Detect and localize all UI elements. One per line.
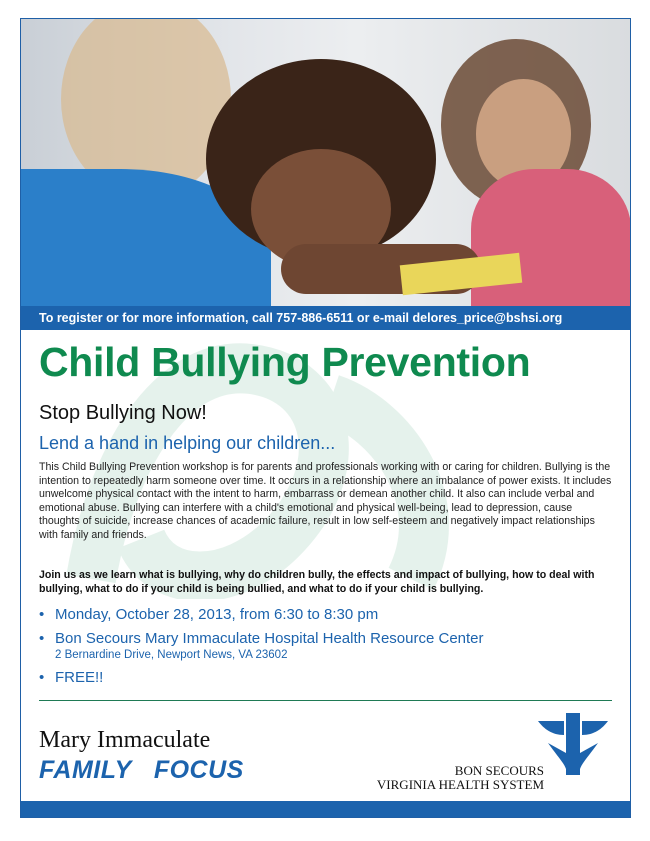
event-price: FREE!!: [55, 669, 104, 686]
children-classroom-photo: [21, 19, 630, 306]
join-paragraph: Join us as we learn what is bullying, why do children bully, the effects and impact of bullying, how to deal with bullying, what to do if your child is being bullied, and what to do if your child is bullying.: [39, 569, 595, 595]
event-location: Bon Secours Mary Immaculate Hospital Health Resource Center: [55, 630, 484, 647]
page-title: Child Bullying Prevention: [39, 339, 531, 385]
page-subtitle: Stop Bullying Now!: [39, 402, 207, 424]
event-address: 2 Bernardine Drive, Newport News, VA 23602: [55, 649, 288, 661]
program-word-1: FAMILY: [39, 756, 132, 784]
event-details-list: [39, 606, 619, 693]
org-subname: VIRGINIA HEALTH SYSTEM: [376, 777, 544, 792]
bullet-icon: •: [39, 630, 45, 647]
bullet-icon: •: [39, 669, 45, 686]
list-item-price: [39, 669, 619, 687]
list-item-location: [39, 630, 619, 663]
footer-bar: [21, 801, 630, 817]
flyer-frame: [20, 18, 631, 818]
divider: [39, 700, 612, 701]
event-date: Monday, October 28, 2013, from 6:30 to 8:30 pm: [55, 606, 379, 623]
program-name: [39, 756, 244, 785]
bon-secours-logo: [376, 713, 612, 793]
program-word-2: FOCUS: [153, 756, 244, 784]
brand-name: Mary Immaculate: [39, 727, 211, 753]
list-item-date: [39, 606, 619, 624]
description-paragraph: This Child Bullying Prevention workshop is for parents and professionals working with or caring for children. Bullying is the intention to repeatedly harm someone over time. It occurs in a relationship where an imbalance of power exists. It includes unwelcome physical contact with the intent to harm, embarrass or demean another child. It also can include verbal and emotional abuse. Bullying can interfere with a child's emotional and physical well-being, lead to depression, cause thoughts of suicide, increase chances of academic failure, result in low self-esteem and negatively impact relationships with family and friends.: [39, 461, 612, 541]
bullet-icon: •: [39, 606, 45, 623]
registration-bar: To register or for more information, call 757-886-6511 or e-mail delores_price@bshsi.org: [21, 306, 630, 330]
bon-secours-cross-icon: [538, 713, 608, 775]
family-focus-logo: [39, 727, 244, 785]
lead-heading: Lend a hand in helping our children...: [39, 433, 336, 453]
org-name: BON SECOURS: [454, 763, 544, 778]
